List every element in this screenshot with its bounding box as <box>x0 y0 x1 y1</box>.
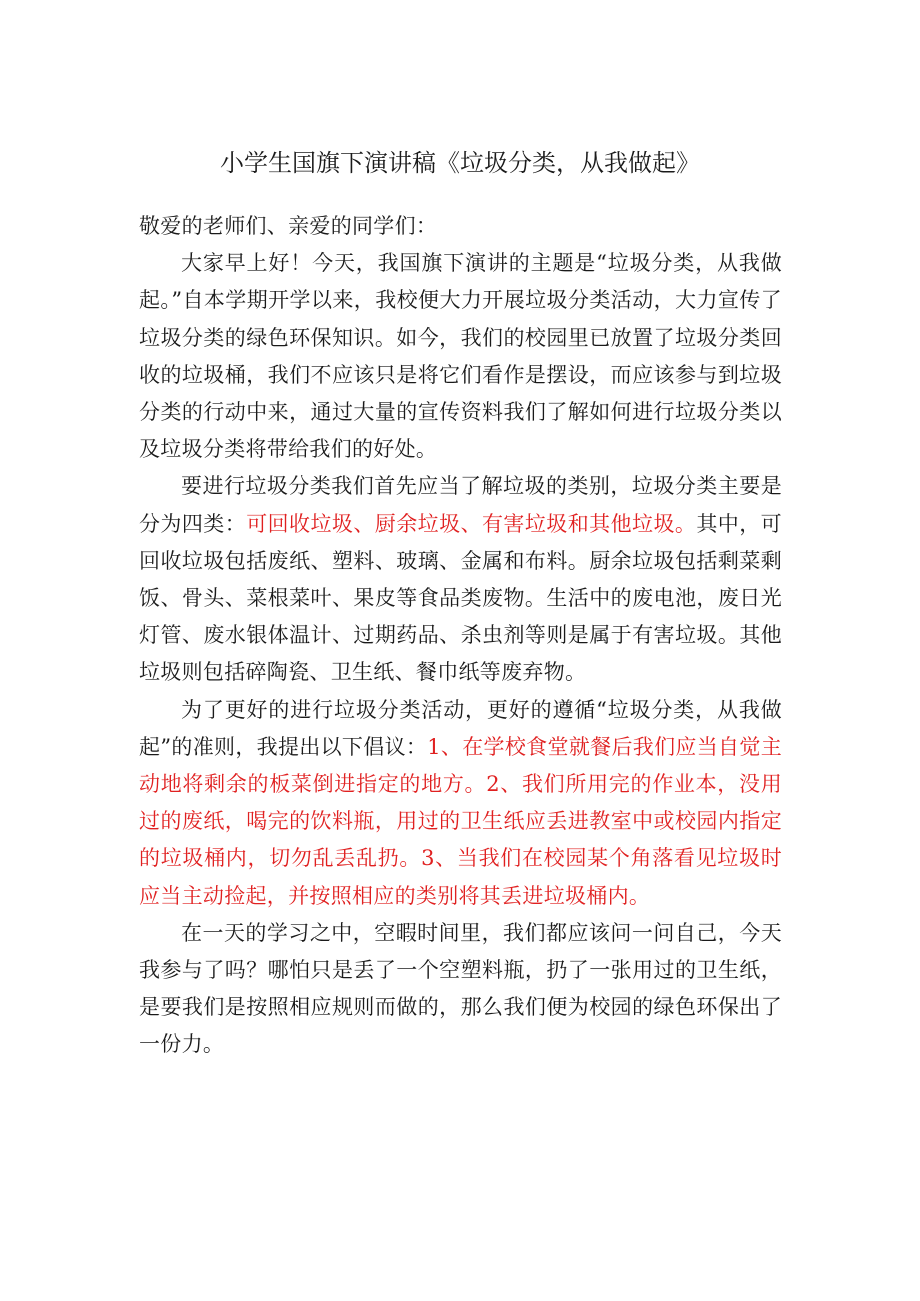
document-body <box>139 208 782 1064</box>
paragraph-greeting: 大家早上好！今天，我国旗下演讲的主题是“垃圾分类，从我做起。”自本学期开学以来，我校便大力开展垃圾分类活动，大力宣传了垃圾分类的绿色环保知识。如今，我们的校园里已放置了垃圾分类回收的垃圾桶，我们不应该只是将它们看作是摆设，而应该参与到垃圾分类的行动中来，通过大量的宣传资料我们了解如何进行垃圾分类以及垃圾分类将带给我们的好处。 <box>139 251 782 462</box>
paragraph-closing: 在一天的学习之中，空暇时间里，我们都应该问一问自己，今天我参与了吗？哪怕只是丢了一个空塑料瓶，扔了一张用过的卫生纸，是要我们是按照相应规则而做的，那么我们便为校园的绿色环保出了一份力。 <box>139 920 782 1057</box>
paragraph-categories <box>139 468 782 691</box>
salutation: 敬爱的老师们、亲爱的同学们： <box>139 214 438 238</box>
paragraph-proposals <box>139 692 782 915</box>
categories-details: 其中，可回收垃圾包括废纸、塑料、玻璃、金属和布料。厨余垃圾包括剩菜剩饭、骨头、菜根菜叶、果皮等食品类废物。生活中的废电池，废日光灯管、废水银体温计、过期药品、杀虫剂等则是属于有害垃圾。其他垃圾则包括碎陶瓷、卫生纸、餐巾纸等废弃物。 <box>139 511 782 685</box>
categories-intro: 要进行垃圾分类我们首先应当了解垃圾的类别，垃圾分类主要是分为四类： <box>139 474 782 536</box>
proposals-highlight: 1、在学校食堂就餐后我们应当自觉主动地将剩余的板菜倒进指定的地方。2、我们所用完的作业本，没用过的废纸，喝完的饮料瓶，用过的卫生纸应丢进教室中或校园内指定的垃圾桶内，切勿乱丢乱扔。3、当我们在校园某个角落看见垃圾时应当主动捡起，并按照相应的类别将其丢进垃圾桶内。 <box>139 734 782 908</box>
categories-highlight: 可回收垃圾、厨余垃圾、有害垃圾和其他垃圾。 <box>246 511 697 536</box>
proposals-intro: 为了更好的进行垃圾分类活动，更好的遵循“垃圾分类，从我做起”的准则，我提出以下倡议： <box>139 697 782 759</box>
document-title: 小学生国旗下演讲稿《垃圾分类，从我做起》 <box>220 149 700 177</box>
